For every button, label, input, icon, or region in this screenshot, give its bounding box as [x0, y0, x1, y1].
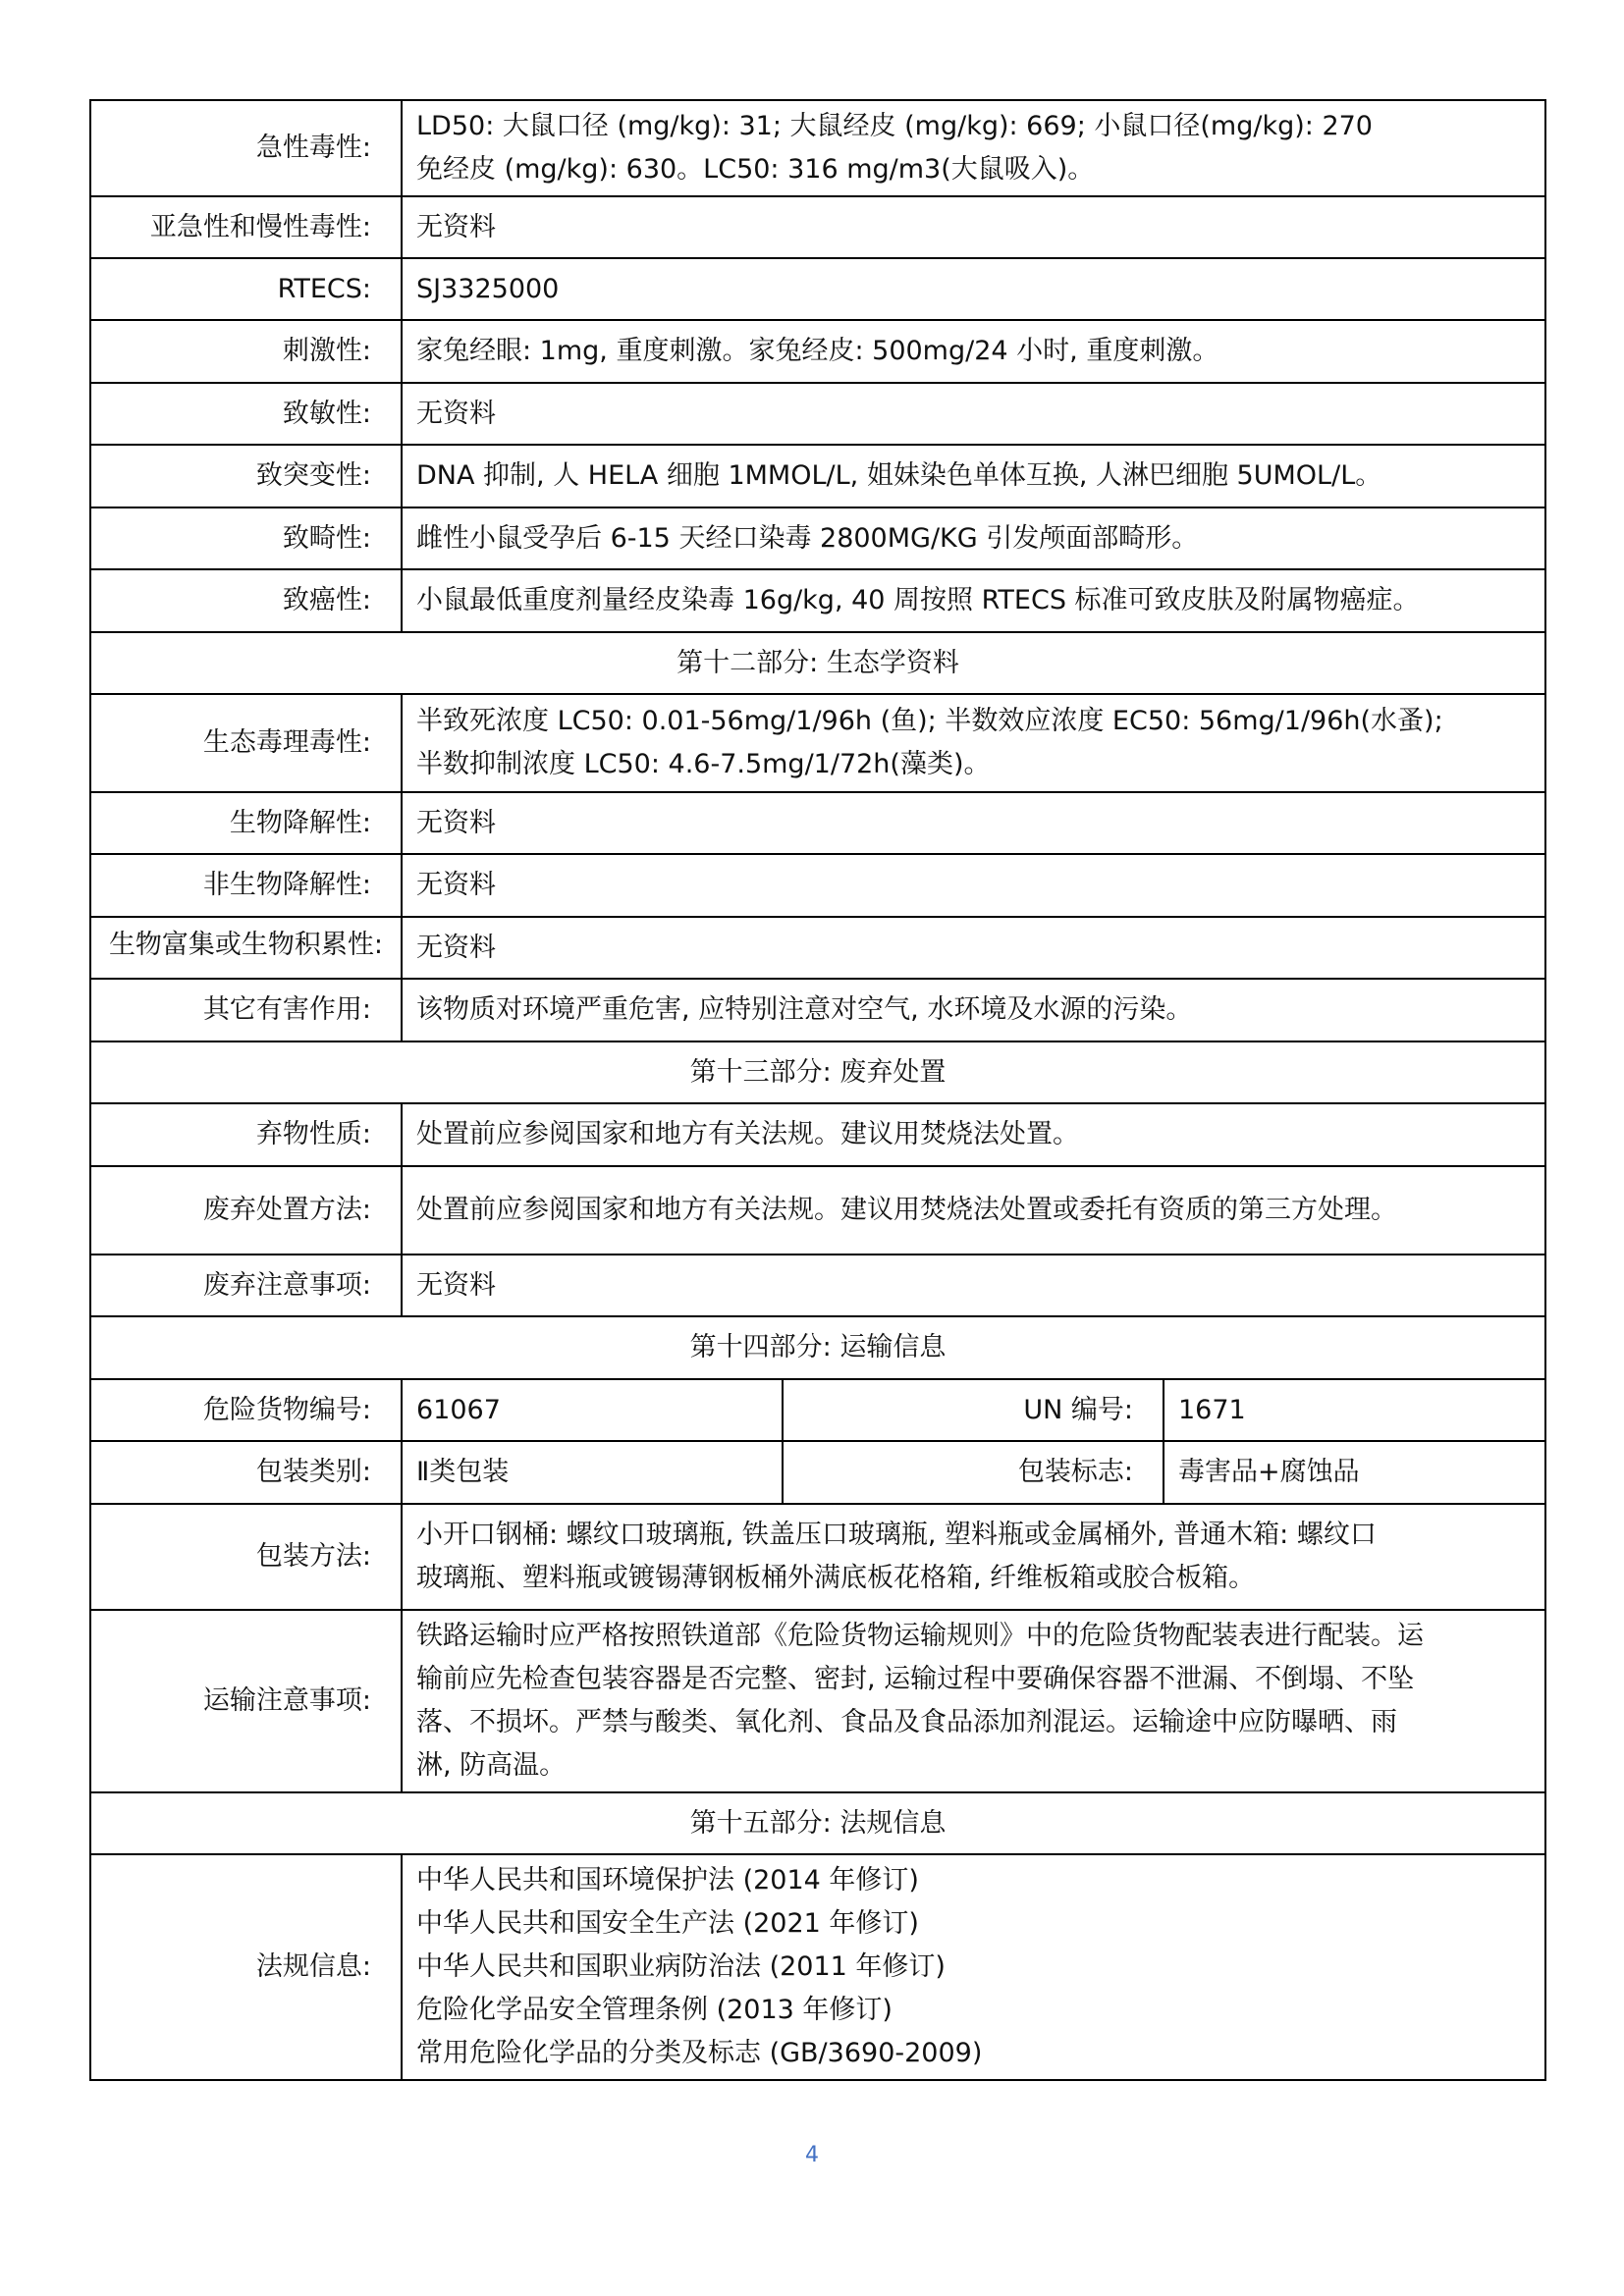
regulations-value — [402, 1854, 1545, 2080]
packing-method-line: 小开口钢桶: 螺纹口玻璃瓶, 铁盖压口玻璃瓶, 塑料瓶或金属桶外, 普通木箱: 螺纹口 — [416, 1520, 1377, 1550]
row-transport-notes — [90, 1610, 1545, 1792]
row-sensitization — [90, 383, 1545, 445]
row-disposal-notes — [90, 1255, 1545, 1316]
disposal-notes-label: 废弃注意事项: — [90, 1255, 402, 1316]
acute-toxicity-line: LD50: 大鼠口径 (mg/kg): 31; 大鼠经皮 (mg/kg): 669; 小鼠口径(mg/kg): 270 — [416, 111, 1373, 141]
irritation-label: 刺激性: — [90, 320, 402, 383]
ecotoxicity-label: 生态毒理毒性: — [90, 694, 402, 792]
bioaccumulation-value: 无资料 — [402, 917, 1545, 979]
rtecs-value: SJ3325000 — [402, 258, 1545, 320]
transport-notes-line: 输前应先检查包装容器是否完整、密封, 运输过程中要确保容器不泄漏、不倒塌、不坠 — [416, 1664, 1415, 1694]
row-mutagenicity — [90, 445, 1545, 507]
transport-notes-line: 淋, 防高温。 — [416, 1750, 567, 1781]
regulation-line: 中华人民共和国职业病防治法 (2011 年修订) — [416, 1951, 946, 1982]
other-hazards-label: 其它有害作用: — [90, 979, 402, 1041]
teratogenicity-value: 雌性小鼠受孕后 6-15 天经口染毒 2800MG/KG 引发颅面部畸形。 — [402, 507, 1545, 569]
row-other-hazards — [90, 979, 1545, 1041]
biodegradability-label: 生物降解性: — [90, 792, 402, 854]
packing-mark-value: 毒害品+腐蚀品 — [1164, 1441, 1545, 1504]
ecotoxicity-line: 半致死浓度 LC50: 0.01-56mg/1/96h (鱼); 半数效应浓度 EC50: 56mg/1/96h(水蚤); — [416, 706, 1443, 736]
row-bioaccumulation — [90, 917, 1545, 979]
row-ecotoxicity — [90, 694, 1545, 792]
sensitization-label: 致敏性: — [90, 383, 402, 445]
un-number-value: 1671 — [1164, 1379, 1545, 1441]
dg-number-value: 61067 — [402, 1379, 783, 1441]
rtecs-label: RTECS: — [90, 258, 402, 320]
ecotoxicity-line: 半数抑制浓度 LC50: 4.6-7.5mg/1/72h(藻类)。 — [416, 749, 991, 779]
carcinogenicity-label: 致癌性: — [90, 569, 402, 632]
packing-mark-label: 包装标志: — [783, 1441, 1164, 1504]
section-14-title: 第十四部分: 运输信息 — [90, 1316, 1545, 1379]
sensitization-value: 无资料 — [402, 383, 1545, 445]
acute-toxicity-value — [402, 100, 1545, 196]
row-dg-number — [90, 1379, 1545, 1441]
row-teratogenicity — [90, 507, 1545, 569]
section-12-title: 第十二部分: 生态学资料 — [90, 632, 1545, 694]
waste-nature-label: 弃物性质: — [90, 1103, 402, 1166]
section-13-title: 第十三部分: 废弃处置 — [90, 1041, 1545, 1103]
transport-notes-label: 运输注意事项: — [90, 1610, 402, 1792]
regulations-label: 法规信息: — [90, 1854, 402, 2080]
row-carcinogenicity — [90, 569, 1545, 632]
acute-toxicity-label: 急性毒性: — [90, 100, 402, 196]
row-disposal-method — [90, 1166, 1545, 1255]
transport-notes-value — [402, 1610, 1545, 1792]
row-acute-toxicity — [90, 100, 1545, 196]
other-hazards-value: 该物质对环境严重危害, 应特别注意对空气, 水环境及水源的污染。 — [402, 979, 1545, 1041]
packing-method-line: 玻璃瓶、塑料瓶或镀锡薄钢板桶外满底板花格箱, 纤维板箱或胶合板箱。 — [416, 1563, 1256, 1593]
row-abiotic-degradability — [90, 854, 1545, 917]
mutagenicity-value: DNA 抑制, 人 HELA 细胞 1MMOL/L, 姐妹染色单体互换, 人淋巴细胞 5UMOL/L。 — [402, 445, 1545, 507]
bioaccumulation-label — [90, 917, 402, 979]
abiotic-degradability-label: 非生物降解性: — [90, 854, 402, 917]
section-15-title: 第十五部分: 法规信息 — [90, 1792, 1545, 1854]
transport-notes-line: 铁路运输时应严格按照铁道部《危险货物运输规则》中的危险货物配装表进行配装。运 — [416, 1621, 1424, 1651]
regulation-line: 中华人民共和国安全生产法 (2021 年修订) — [416, 1908, 919, 1939]
subacute-toxicity-value: 无资料 — [402, 196, 1545, 258]
row-section-13 — [90, 1041, 1545, 1103]
packing-method-value — [402, 1504, 1545, 1610]
waste-nature-value: 处置前应参阅国家和地方有关法规。建议用焚烧法处置。 — [402, 1103, 1545, 1166]
transport-notes-line: 落、不损坏。严禁与酸类、氧化剂、食品及食品添加剂混运。运输途中应防曝晒、雨 — [416, 1707, 1397, 1737]
acute-toxicity-line: 免经皮 (mg/kg): 630。LC50: 316 mg/m3(大鼠吸入)。 — [416, 154, 1095, 185]
packing-class-label: 包装类别: — [90, 1441, 402, 1504]
carcinogenicity-value: 小鼠最低重度剂量经皮染毒 16g/kg, 40 周按照 RTECS 标准可致皮肤及附属物癌症。 — [402, 569, 1545, 632]
row-biodegradability — [90, 792, 1545, 854]
dg-number-label: 危险货物编号: — [90, 1379, 402, 1441]
disposal-method-value: 处置前应参阅国家和地方有关法规。建议用焚烧法处置或委托有资质的第三方处理。 — [402, 1166, 1545, 1255]
packing-class-value: Ⅱ类包装 — [402, 1441, 783, 1504]
row-rtecs — [90, 258, 1545, 320]
abiotic-degradability-value: 无资料 — [402, 854, 1545, 917]
row-packing-method — [90, 1504, 1545, 1610]
row-section-15 — [90, 1792, 1545, 1854]
regulation-line: 危险化学品安全管理条例 (2013 年修订) — [416, 1995, 893, 2025]
row-regulations — [90, 1854, 1545, 2080]
disposal-method-label: 废弃处置方法: — [90, 1166, 402, 1255]
biodegradability-value: 无资料 — [402, 792, 1545, 854]
page-number: 4 — [805, 2143, 819, 2167]
regulation-line: 中华人民共和国环境保护法 (2014 年修订) — [416, 1865, 919, 1896]
row-section-14 — [90, 1316, 1545, 1379]
regulation-line: 常用危险化学品的分类及标志 (GB/3690-2009) — [416, 2038, 983, 2068]
subacute-toxicity-label: 亚急性和慢性毒性: — [90, 196, 402, 258]
msds-table — [89, 99, 1546, 2081]
bioaccumulation-label-text: 生物富集或生物积累性: — [108, 929, 384, 960]
row-irritation — [90, 320, 1545, 383]
teratogenicity-label: 致畸性: — [90, 507, 402, 569]
packing-method-label: 包装方法: — [90, 1504, 402, 1610]
mutagenicity-label: 致突变性: — [90, 445, 402, 507]
ecotoxicity-value — [402, 694, 1545, 792]
row-section-12 — [90, 632, 1545, 694]
disposal-notes-value: 无资料 — [402, 1255, 1545, 1316]
un-number-label: UN 编号: — [783, 1379, 1164, 1441]
irritation-value: 家兔经眼: 1mg, 重度刺激。家兔经皮: 500mg/24 小时, 重度刺激。 — [402, 320, 1545, 383]
row-subacute-toxicity — [90, 196, 1545, 258]
row-waste-nature — [90, 1103, 1545, 1166]
row-packing-class — [90, 1441, 1545, 1504]
